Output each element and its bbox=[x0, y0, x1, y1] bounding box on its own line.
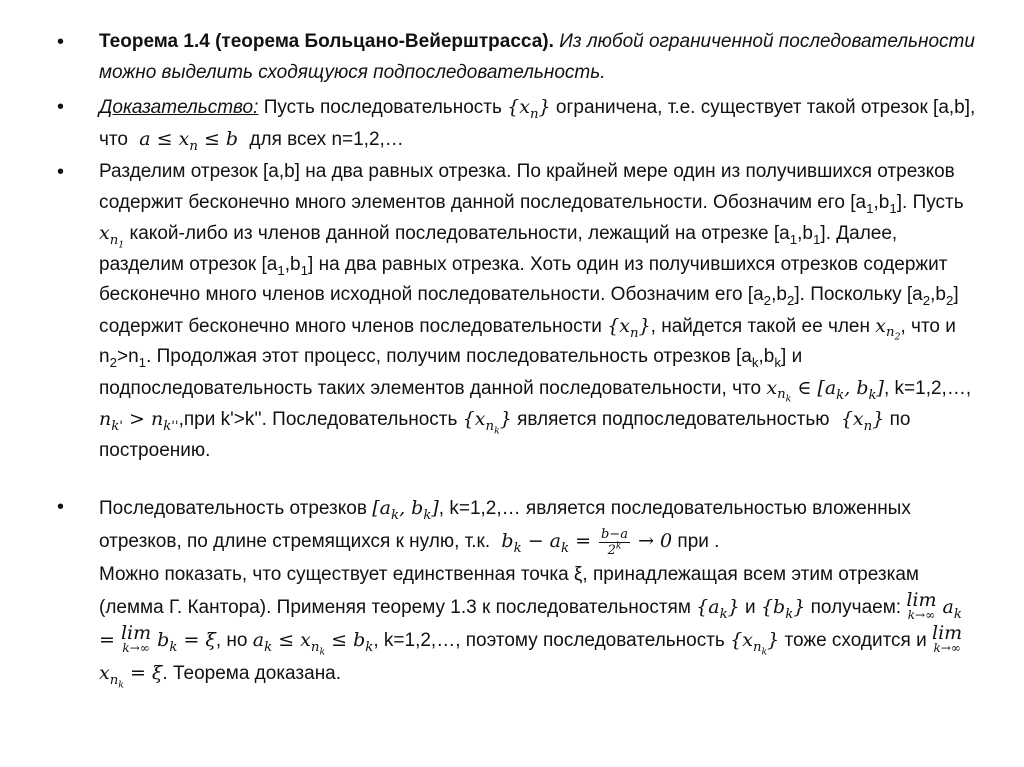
step-text-13: Последовательность bbox=[272, 409, 458, 430]
math-index-inequality: 𝑛$_{𝑘'}$ > 𝑛$_{𝑘''}$ bbox=[99, 408, 179, 434]
math-subsequence: {𝑥$_{𝑛_𝑘}$} bbox=[462, 408, 512, 437]
step-text-5: Поскольку [a bbox=[810, 284, 923, 305]
math-sequence-xn: {𝑥$_𝑛$} bbox=[607, 314, 651, 341]
math-membership: 𝑥$_{𝑛_𝑘}$ ∈ [𝑎$_𝑘$, 𝑏$_𝑘$] bbox=[766, 376, 884, 405]
step-text-11: , k=1,2,…, bbox=[883, 377, 972, 399]
step-text-6: ] содержит бесконечно много членов последовательности bbox=[99, 284, 959, 337]
step-text-10: ] и подпоследовательность таких элементов данной последовательности, что bbox=[99, 346, 803, 399]
nested-text-9: тоже сходится и bbox=[784, 630, 927, 651]
math-limit-ak-bk: lim 𝑘→∞ 𝑎$_𝑘$ = lim 𝑘→∞ 𝑏$_𝑘$ = 𝜉 bbox=[99, 589, 962, 655]
step-text-2: какой-либо из членов данной последовательности, лежащий на отрезке [a bbox=[129, 223, 790, 244]
math-sequence-xn: {𝑥$_𝑛$} bbox=[834, 408, 885, 434]
theorem-paragraph bbox=[99, 27, 979, 88]
math-inequality: 𝑎 ≤ 𝑥$_𝑛$ ≤ 𝑏 bbox=[133, 127, 245, 154]
theorem-statement: Из любой ограниченной последовательности можно выделить сходящуюся подпоследовательность. bbox=[99, 31, 975, 83]
nested-text-8: , k=1,2,…, поэтому последовательность bbox=[373, 630, 725, 651]
math-sequence-ak: {𝑎$_𝑘$} bbox=[696, 596, 740, 622]
bullet-dot: • bbox=[57, 161, 65, 183]
step-text-15: по построению. bbox=[99, 409, 911, 461]
nested-text-4: Можно показать, что существует единственная точка ξ, принадлежащая всем этим отрезкам (лемма Г. Кантора). Применяя теорему 1.3 к последовательностям bbox=[99, 564, 919, 618]
math-sequence-bk: {𝑏$_𝑘$} bbox=[760, 596, 806, 622]
step-text-4: ] на два равных отрезка. Хоть один из получившихся отрезков содержит бесконечно много членов исходной последовательности. Обозначим его [a bbox=[99, 253, 948, 305]
nested-text-5: и bbox=[745, 597, 756, 618]
step-paragraph: Разделим отрезок [a,b] на два равных отрезка. По крайней мере один из получившихся отрезков содержит бесконечно много элементов данной последовательности. Обозначим его $[a_1,b_1]$. Пусть 𝑥$_{𝑛_1}$ какой-либо из членов данной последовательности, лежащий на отрезке $[a_1,b_1]$. Далее, разделим отрезок $[a_1,b_1]$ на два равных отрезка. Хоть один из получившихся отрезков содержит бесконечно много членов исходной последовательности. Обозначим его $[a_2,b_2]$. Поскольку $[a_2,b_2]$ содержит бесконечно много членов последовательности {𝑥$_𝑛$}, найдется такой ее член 𝑥$_{𝑛_2}$, что и $n_2>n_1$. Продолжая этот процесс, получим последовательность отрезков $[a_k,b_k]$ и подпоследовательность таких элементов данной последовательности, что 𝑥$_{𝑛_𝑘}$ ∈ [𝑎$_𝑘$, 𝑏$_𝑘$], k=1,2,…, 𝑛$_{𝑘'}$ > 𝑛$_{𝑘''}$,при k'>k''. Последовательность {𝑥$_{𝑛_𝑘}$} является подпоследовательностью {𝑥$_𝑛$} по построению. bbox=[99, 161, 972, 461]
step-text-14: является подпоследовательностью bbox=[517, 409, 830, 430]
nested-text-2: , k=1,2,… является последовательностью вложенных отрезков, по длине стремящихся к нулю, т.к. bbox=[99, 498, 911, 552]
math-sequence-xn: {𝑥$_𝑛$} bbox=[507, 96, 551, 122]
math-subsequence: {𝑥$_{𝑛_𝑘}$} bbox=[730, 629, 780, 658]
nested-text-1: Последовательность отрезков bbox=[99, 498, 367, 519]
nested-text-7: , но bbox=[215, 630, 248, 651]
proof-paragraph bbox=[99, 92, 979, 155]
step-text-8: , что и n bbox=[99, 315, 956, 367]
proof-text-3: для всех n=1,2,… bbox=[249, 128, 404, 150]
nested-text-6: получаем: bbox=[810, 597, 902, 618]
nested-text-3: при . bbox=[677, 531, 720, 552]
step-text-1: Разделим отрезок [a,b] на два равных отрезка. По крайней мере один из получившихся отрезков содержит бесконечно много элементов данной последовательности. Обозначим его [a bbox=[99, 161, 955, 213]
step-text-7: найдется такой ее член bbox=[661, 315, 870, 337]
math-length-formula: 𝑏$_𝑘$ − 𝑎$_𝑘$ = $\frac{\text{𝑏−𝑎}}{2^𝑘}$ → 0 bbox=[495, 526, 673, 558]
step-text-3: ]. Далее, разделим отрезок [a bbox=[99, 223, 898, 275]
bullet-dot: • bbox=[57, 496, 65, 518]
proof-label: Доказательство: bbox=[99, 97, 259, 118]
theorem-title: Теорема 1.4 (теорема Больцано-Вейерштрасса). bbox=[99, 31, 554, 52]
math-fraction: $\frac{\text{𝑏−𝑎}}{2^𝑘}$ bbox=[601, 526, 629, 558]
step-text-9: . Продолжая этот процесс, получим последовательность отрезков [a bbox=[146, 346, 752, 367]
math-segment-k: [𝑎$_𝑘$, 𝑏$_𝑘$] bbox=[372, 497, 439, 523]
nested-paragraph bbox=[99, 492, 979, 690]
math-xn1: 𝑥$_{𝑛_1}$ bbox=[99, 222, 125, 251]
bullet-dot: • bbox=[57, 31, 65, 53]
nested-text-10: . Теорема доказана. bbox=[162, 663, 342, 684]
step-text-12: ,при k'>k''. bbox=[178, 409, 267, 430]
math-squeeze: 𝑎$_𝑘$ ≤ 𝑥$_{𝑛_𝑘}$ ≤ 𝑏$_𝑘$ bbox=[252, 629, 374, 658]
proof-text-2: ограничена, т.е. существует такой отрезок [a,b], что bbox=[99, 97, 976, 150]
math-xn2: 𝑥$_{𝑛_2}$ bbox=[875, 314, 901, 343]
math-limit-subsequence: lim 𝑘→∞ 𝑥$_{𝑛_𝑘}$ = 𝜉 bbox=[99, 622, 963, 691]
bullet-dot: • bbox=[57, 96, 65, 118]
proof-text-1: Пусть последовательность bbox=[263, 97, 502, 118]
